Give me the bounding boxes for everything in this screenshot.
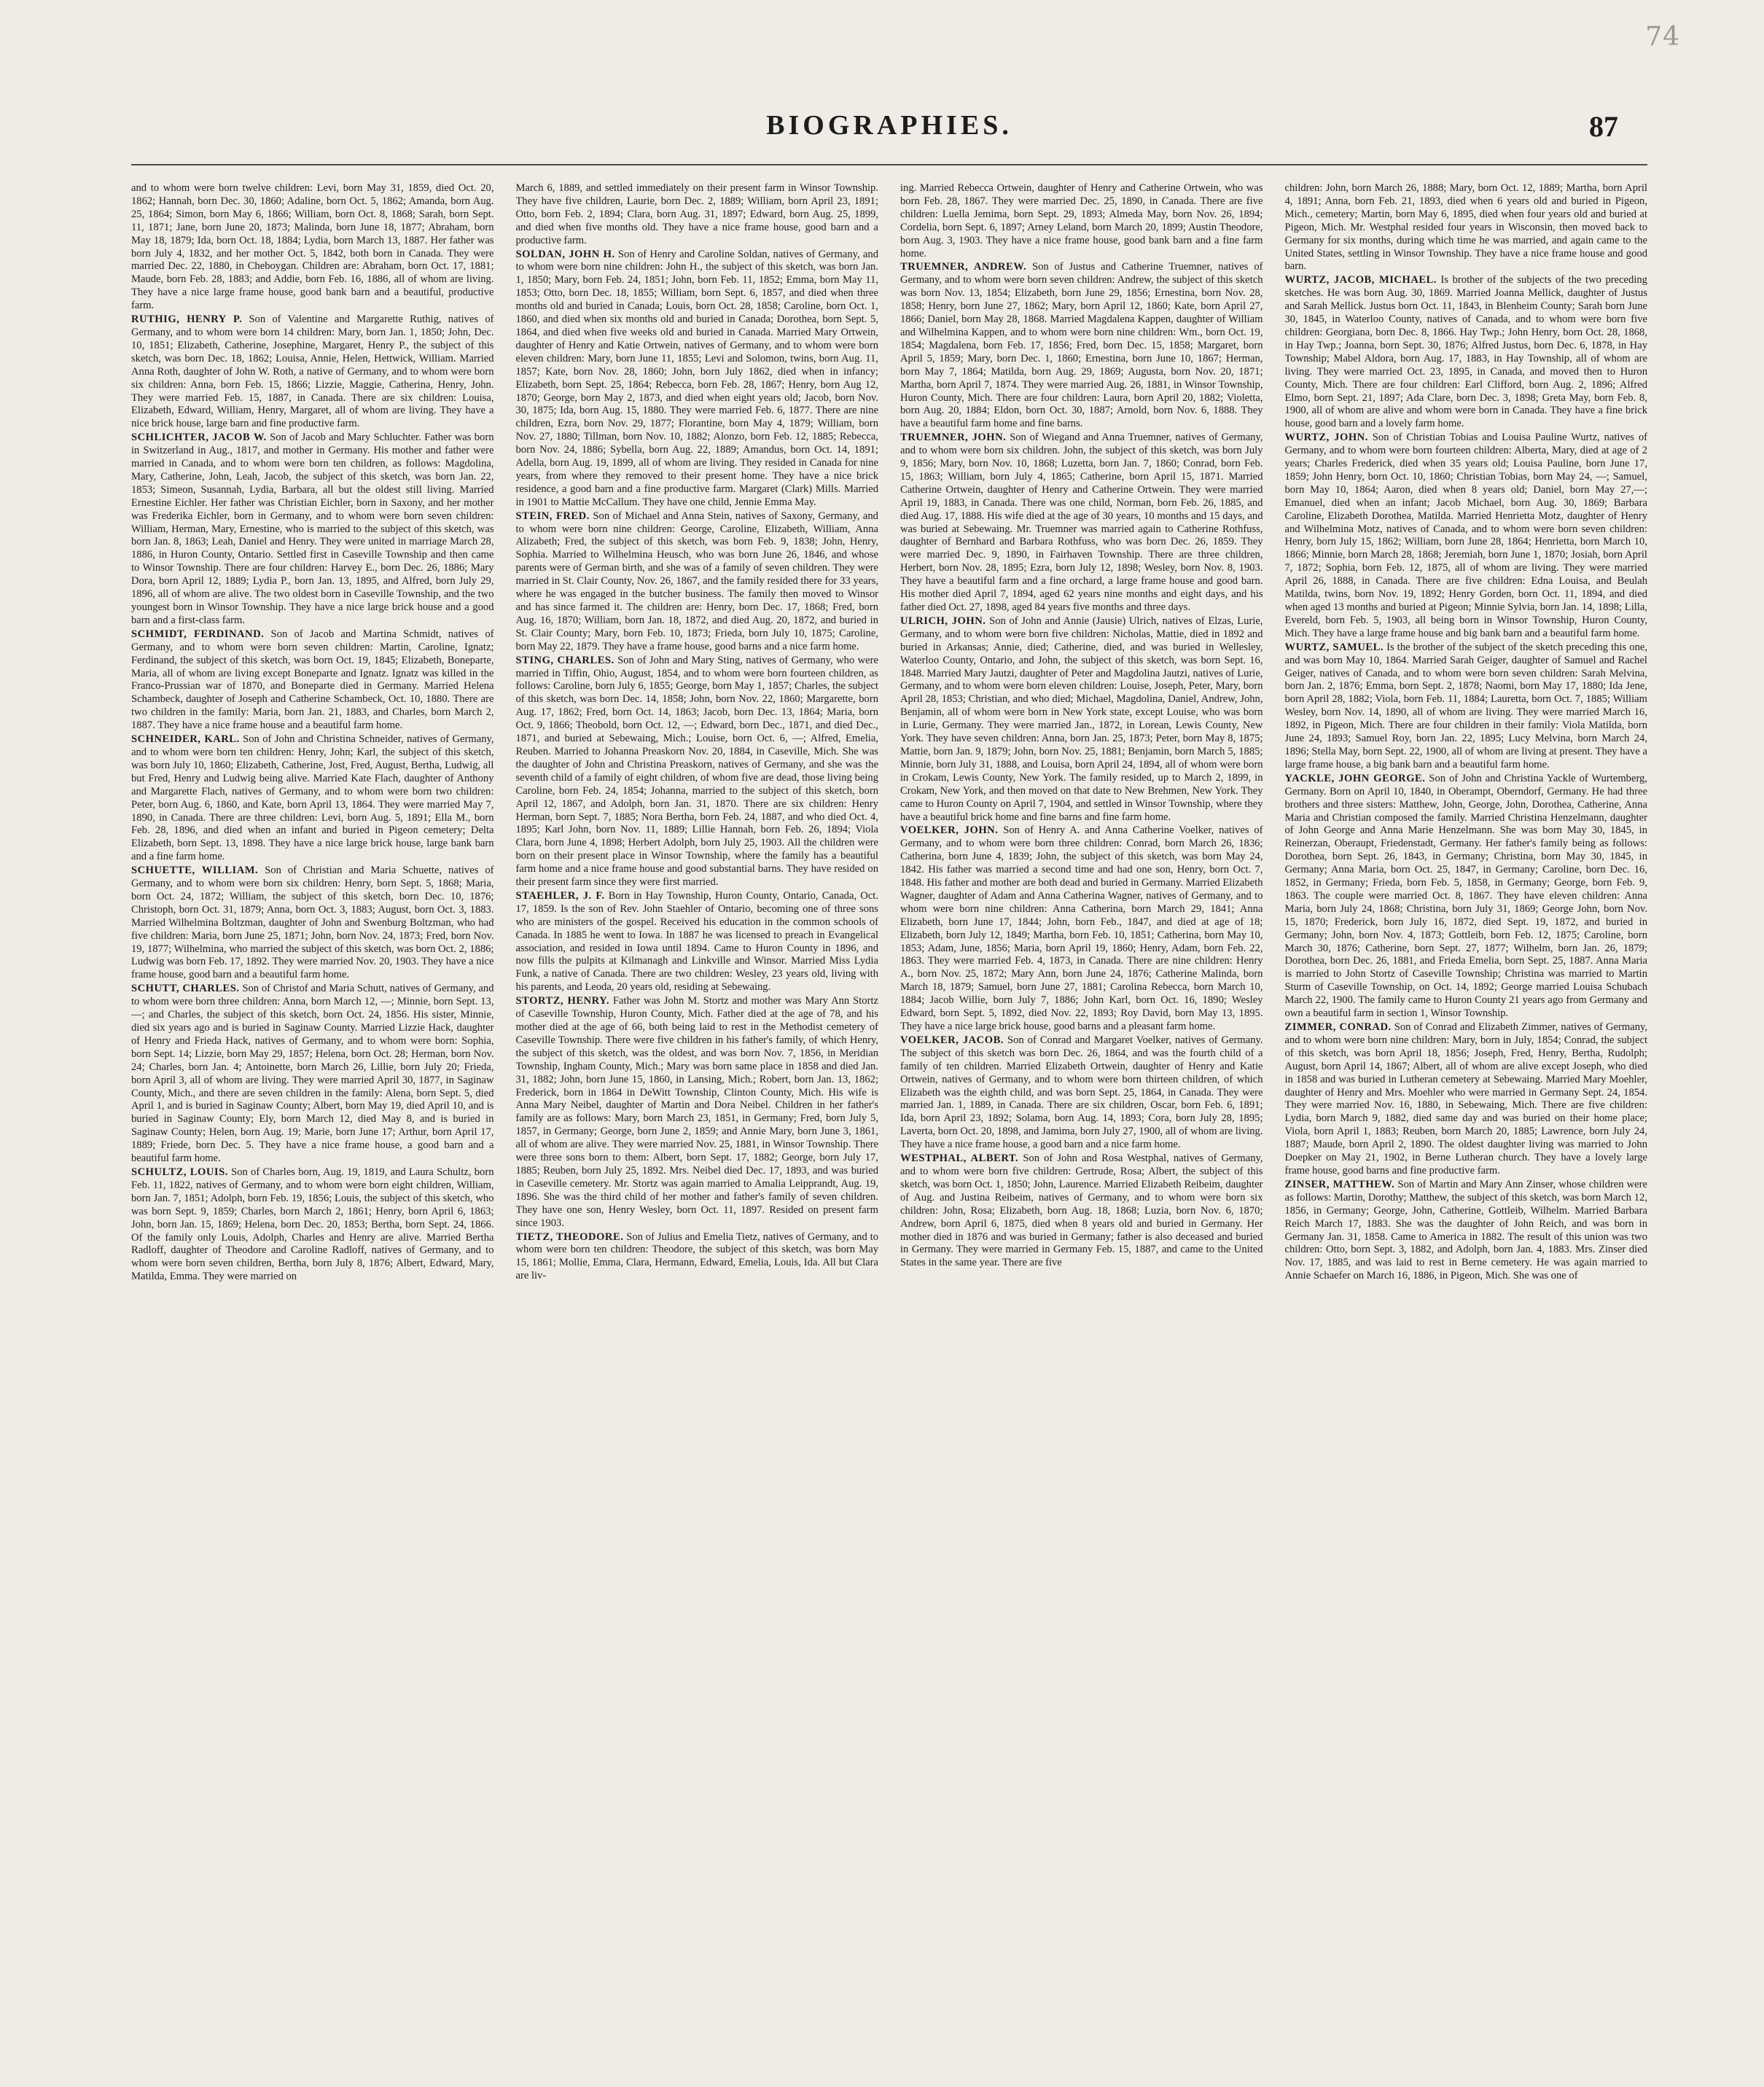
entry-name: WURTZ, JOHN. xyxy=(1284,432,1368,444)
entry-name: STORTZ, HENRY. xyxy=(515,995,609,1007)
entry-name: WURTZ, JACOB, MICHAEL. xyxy=(1284,274,1437,286)
entry-text: Son of Jacob and Martina Schmidt, natives of Germany, and to whom were born seven children: Martin, Caroline, Ignatz; Ferdinand, the subject of this sketch, was born Oct. 19, 1845; Elizabeth, Boneparte, Maria, all of whom are living except Boneparte and Ignatz. Ignatz was killed in the Franco-Prussian war of 1870, and Boneparte died in Germany. Married Helena Schambeck, daughter of Joseph and Catherine Schambeck, Oct. 10, 1880. There are two children in the family: Maria, born Jan. 21, 1883, and Charles, born March 2, 1887. They have a nice frame house and a beautiful farm home. xyxy=(131,628,494,732)
entry-name: WESTPHAL, ALBERT. xyxy=(900,1152,1019,1165)
entry-name: SCHLICHTER, JACOB W. xyxy=(131,432,267,444)
entry-text: Son of John and Annie (Jausie) Ulrich, natives of Elzas, Lurie, Germany, and to whom were born five children: Nicholas, Mattie, died in 1892 and buried in Arkansas; Annie, died; Catherine, died, and was buried in Wellesley, Waterloo County, Ontario, and John, the subject of this sketch, was born Sept. 16, 1848. Married Mary Jautzi, daughter of Peter and Magdolina Jautzi, natives of Lurie, Germany, and to whom were born eleven children: Louise, Joseph, Peter, Mary, born April 28, 1853; Christian, and who died; Michael, Magdolina, Daniel, Andrew, John, Benjamin, all of whom were born in New York state, except Louise, who was born in Lurie, Germany. They were married Jan., 1872, in Lorean, Lewis County, New York. They have seven children: Anna, born Jan. 25, 1873; Peter, born May 8, 1875; Mattie, born Jan. 9, 1879; John, born Nov. 25, 1881; Benjamin, born March 5, 1885; Minnie, born July 31, 1888, and Louisa, born April 24, 1894, all of whom were born in Crokam, Lewis County, New York. The family resided, up to March 2, 1899, in Crokam, New York, and then moved on that date to New Brehmen, New York. They came to Huron County on April 7, 1904, and settled in Winsor Township, where they have a beautiful brick home and fine barns and fine farm home. xyxy=(900,615,1263,823)
biography-entry xyxy=(131,1166,494,1284)
biography-entry xyxy=(900,615,1263,824)
biography-entry xyxy=(900,1034,1263,1152)
biography-entry xyxy=(900,824,1263,1034)
entry-name: STING, CHARLES. xyxy=(515,654,614,666)
entry-text: Son of Henry and Caroline Soldan, natives of Germany, and to whom were born nine children: John H., the subject of this sketch, was born Jan. 1, 1850; Mary, born Feb. 24, 1851; John, born Feb. 11, 1852; Emma, born May 11, 1853; Otto, born Dec. 18, 1855; William, born Sept. 6, 1857, and died when three months old and buried in Canada; Louis, born Oct. 28, 1858; Caroline, born Oct. 1, 1860, and died when six months old and buried in Canada; Dorothea, born Sept. 5, 1864, and died when five weeks old and buried in Canada. Married Mary Ortwein, daughter of Henry and Katie Ortwein, natives of Germany, and to whom were born eleven children: Mary, born June 11, 1855; Levi and Solomon, twins, born Aug. 11, 1857; Kate, born Nov. 28, 1860; John, born July 1862, died when in infancy; Elizabeth, born Sept. 25, 1864; Rebecca, born Feb. 28, 1867; Henry, born Aug 12, 1870; George, born May 2, 1873, and died when eight years old; Jacob, born Nov. 30, 1875; Ida, born Aug. 15, 1880. They were married Feb. 6, 1877. There are nine children, Ezra, born Nov. 29, 1877; Florantine, born May 4, 1879; William, born Nov. 27, 1880; Tillman, born Nov. 10, 1882; Alonzo, born Feb. 12, 1885; Rebecca, born Nov. 24, 1886; Sybella, born Aug. 22, 1889; Amandus, born Oct. 14, 1891; Adella, born Aug. 19, 1899, all of whom are living. They resided in Canada for nine years, from where they removed to their present home. They have a nice brick residence, a good barn and a fine productive farm. Margaret (Clark) Mills. Married in 1901 to Mattie McCallum. They have one child, Jennie Emma May. xyxy=(515,248,878,508)
biography-entry xyxy=(516,510,879,654)
entry-name: RUTHIG, HENRY P. xyxy=(131,313,243,326)
entry-name: SCHULTZ, LOUIS. xyxy=(131,1166,228,1178)
entry-text: Father was John M. Stortz and mother was Mary Ann Stortz of Caseville Township, Huron County, Mich. Father died at the age of 78, and his mother died at the age of 66, both being laid to rest in the Methodist cemetery of Caseville Township. There were five children in his father's family, of which Henry, the subject of this sketch, was the oldest, and was born Nov. 7, 1856, in Meridian Township, Ingham County, Mich.; Mary was born same place in 1858 and died Jan. 31, 1882; John, born June 15, 1860, in Lansing, Mich.; Robert, born Jan. 13, 1862; Frederick, born in 1864 in DeWitt Township, Clinton County, Mich. His wife is Anna Mary Neibel, daughter of Martin and Dora Neibel. Children in her father's family are as follows: Mary, born March 23, 1851, in Germany; Fred, born July 5, 1857, in Germany; George, born June 2, 1859; and Annie Mary, born June 3, 1861, all of whom are alive. They were married Nov. 25, 1881, in Winsor Township. There were three sons born to them: Albert, born Sept. 17, 1882; George, born July 17, 1885; Reuben, born July 25, 1892. Mrs. Neibel died Dec. 17, 1893, and was buried in Caseville cemetery. Mr. Stortz was again married to Amalia Leipprandt, Aug. 19, 1896. She was the third child of her mother and father's family of seven children. They have one son, Henry Wesley, born Oct. 11, 1897. Resided on present farm since 1903. xyxy=(515,995,878,1229)
biography-entry xyxy=(131,865,494,982)
biography-entry xyxy=(516,249,879,510)
entry-name: TIETZ, THEODORE. xyxy=(515,1230,624,1243)
biography-entry xyxy=(131,182,494,313)
entry-name: STAEHLER, J. F. xyxy=(515,889,605,902)
entry-text: Son of Conrad and Elizabeth Zimmer, natives of Germany, and to whom were born nine children: Mary, born in July, 1854; Conrad, the subject of this sketch, was born April 18, 1856; Joseph, Fred, Henry, Bertha, Rudolph; August, born April 14, 1867; Albert, all of whom are alive except Joseph, who died in 1858 and was buried in Lutheran cemetery at Sebewaing. Married Mary Moehler, daughter of Henry and Mrs. Moehler who were married in Germany Sept. 24, 1854. They were married Nov. 16, 1880, in Sebewaing, Mich. There are five children: Lydia, born March 9, 1882, died same day and was buried on their home place; Viola, born April 1, 1883; Reuben, born March 20, 1885; Lawrence, born July 24, 1887; Maude, born April 2, 1890. The oldest daughter living was married to John Doepker on May 21, 1902, in Berne Lutheran church. They have a lovely large frame house, good barns and fine productive farm. xyxy=(1284,1021,1647,1177)
biography-entry xyxy=(1285,182,1648,273)
entry-text: children: John, born March 26, 1888; Mary, born Oct. 12, 1889; Martha, born April 4, 1891; Anna, born Feb. 21, 1893, died when 6 years old and buried in Pigeon, Mich., cemetery; Martin, born May 6, 1895, died when four years old and buried at Pigeon, Mich. Mr. Westphal resided four years in Wisconsin, then moved back to Germany for six months, during which time he was married, and again came to the United States, settling in Winsor Township. They have a nice frame house and good barn. xyxy=(1284,182,1647,273)
biography-entry xyxy=(900,182,1263,260)
biography-entry xyxy=(1285,432,1648,641)
entry-text: Son of Martin and Mary Ann Zinser, whose children were as follows: Martin, Dorothy; Matthew, the subject of this sketch, was born March 12, 1856, in Germany; George, John, Catherine, Gottleib, Wilhelm. Married Barbara Reich March 17, 1883. She was the daughter of John Reich, and was born in Germany Jan. 31, 1858. Came to America in 1882. The result of this union was two children: Otto, born Sept. 3, 1882, and Adolph, born Jan. 4, 1883. Mrs. Zinser died Nov. 17, 1885, and was laid to rest in Berne cemetery. He was again married to Annie Schaefer on March 16, 1886, in Pigeon, Mich. She was one of xyxy=(1284,1178,1647,1282)
entry-text: Son of Julius and Emelia Tietz, natives of Germany, and to whom were born ten children: Theodore, the subject of this sketch, was born May 15, 1861; Mollie, Emma, Clara, Hermann, Edward, Emelia, Louis, Ida. All but Clara are liv- xyxy=(515,1230,878,1282)
biography-entry xyxy=(900,261,1263,431)
biography-entry xyxy=(131,983,494,1166)
header-rule xyxy=(131,164,1647,165)
entry-text: Son of Charles born, Aug. 19, 1819, and Laura Schultz, born Feb. 11, 1822, natives of Germany, and to whom were born eight children, William, born Jan. 7, 1851; Adolph, born Feb. 19, 1856; Louis, the subject of this sketch, who was born Sept. 9, 1859; Charles, born March 2, 1861; Henry, born April 6, 1863; John, born Jan. 15, 1869; Helena, born Dec. 20, 1853; Bertha, born Sept. 24, 1866. Of the family only Louis, Adolph, Charles and Henry are alive. Married Bertha Radloff, daughter of Theodore and Caroline Radloff, natives of Germany, and to whom were born seven children, Bertha, born July 8, 1876; Albert, Edward, Mary, Matilda, Emma. They were married on xyxy=(131,1166,494,1283)
entry-name: TRUEMNER, ANDREW. xyxy=(900,261,1027,273)
entry-text: Son of Christian Tobias and Louisa Pauline Wurtz, natives of Germany, and to whom were born fourteen children: Alberta, Mary, died at age of 2 years; Charles Frederick, died when 35 years old; Louisa Pauline, born June 17, 1859; John Henry, born Oct. 10, 1860; Christian Tobias, born May 24, —; Samuel, born May 10, 1864; Aaron, died when 8 years old; Daniel, born May 27,—; Emanuel, died when an infant; Jacob Michael, born Aug. 30, 1869; Barbara Caroline, Elizabeth Dorothea, Matilda. Married Henrietta Motz, daughter of Henry and Wilhelmina Motz, natives of Canada, and to whom were born seven children: Henry, born July 15, 1862; William, born June 28, 1864; Henrietta, born March 10, 1866; Minnie, born March 28, 1868; Jeremiah, born June 1, 1870; Josiah, born April 7, 1872; Sophia, born Feb. 12, 1875, all of whom are living. They were married April 26, 1888, in Canada. There are five children: Edna Louisa, and Beulah Matilda, twins, born Nov. 19, 1892; Henry Gorden, born Oct. 11, 1894, and died when aged 13 months and buried at Pigeon; Minnie Sylvia, born Jan. 14, 1898; Lilla, Evereld, born Feb. 5, 1903, all being born in Winsor Township, Huron County, Mich. They have a large frame house and big bank barn and a beautiful farm home. xyxy=(1284,432,1647,639)
entry-text: Son of Michael and Anna Stein, natives of Saxony, Germany, and to whom were born nine children: George, Caroline, Elizabeth, William, Anna Alizabeth; Fred, the subject of this sketch, was born Feb. 9, 1838; John, Henry, Sophia. Married to Wilhelmina Heusch, who was born June 26, 1846, and whose parents were of German birth, and she was of a family of seven children. They were married in St. Clair County, Nov. 26, 1867, and the family resided there for 33 years, where he was engaged in the butcher business. The family then moved to Winsor and has since farmed it. The children are: Henry, born Dec. 17, 1868; Fred, born Aug. 16, 1870; William, born Jan. 18, 1872, and died Aug. 20, 1872, and buried in St. Clair County; Mary, born Feb. 10, 1873; Frieda, born July 10, 1875; Caroline, born May 22, 1879. They have a frame house, good barns and a nice farm home. xyxy=(515,510,878,652)
biography-entry xyxy=(516,1231,879,1284)
entry-name: WURTZ, SAMUEL. xyxy=(1284,641,1384,653)
biography-entry xyxy=(516,995,879,1230)
biography-entry xyxy=(516,655,879,889)
column-4 xyxy=(1285,182,1648,2048)
biography-entry xyxy=(1285,1021,1648,1178)
entry-name: STEIN, FRED. xyxy=(515,510,590,522)
entry-name: ZINSER, MATTHEW. xyxy=(1284,1178,1395,1190)
biography-entry xyxy=(1285,641,1648,772)
entry-text: Born in Hay Township, Huron County, Ontario, Canada, Oct. 17, 1859. Is the son of Rev. John Staehler of Ontario, becoming one of three sons who are ministers of the gospel. Received his education in the common schools of Canada. In 1885 he went to Iowa. In 1887 he was licensed to preach in Evangelical association, and resided in Iowa until 1894. Came to Huron County in 1896, and now fills the pulpits at Kilmanagh and Linkville and Winsor. Married Miss Lydia Funk, a native of Canada. There are two children: Wesley, 23 years old, living with his parents, and Leoda, 20 years old, residing at Sebewaing. xyxy=(515,889,878,994)
entry-text: Son of Wiegand and Anna Truemner, natives of Germany, and to whom were born six children. John, the subject of this sketch, was born July 9, 1856; Mary, born Nov. 10, 1868; Luzetta, born Jan. 7, 1860; Conrad, born Feb. 15, 1863; William, born July 4, 1865; Catherine, born April 15, 1871. Married Catherine Ortwein, daughter of Henry and Catherine Ortwein. They were married April 19, 1883, in Canada. There was one child, Norman, born Feb. 26, 1885, and died Aug. 17, 1888. His wife died at the age of 30 years, 10 months and 15 days, and was buried at Sebewaing. Mr. Truemner was married again to Catherine Rothfuss, daughter of Bernhard and Barbara Rothfuss, who was born Dec. 26, 1859. They were married Dec. 9, 1890, in Fairhaven Township. There are three children, Herbert, born Nov. 28, 1895; Ezra, born July 12, 1898; Wesley, born Nov. 8, 1903. They have a beautiful farm and a fine orchard, a large frame house and good barn. His mother died April 7, 1894, aged 62 years nine months and eight days, and his father died Oct. 27, 1898, aged 84 years five months and three days. xyxy=(900,432,1263,613)
entry-name: SCHUETTE, WILLIAM. xyxy=(131,865,259,877)
entry-name: TRUEMNER, JOHN. xyxy=(900,432,1007,444)
biography-entry xyxy=(516,182,879,248)
entry-name: YACKLE, JOHN GEORGE. xyxy=(1284,772,1426,784)
entry-text: Son of John and Mary Sting, natives of Germany, who were married in Tiffin, Ohio, August, 1854, and to whom were born fourteen children, as follows: Caroline, born July 6, 1855; George, born May 1, 1857; Charles, the subject of this sketch, was born Dec. 14, 1858; John, born Nov. 22, 1860; Margarette, born Aug. 17, 1862; Fred, born Oct. 14, 1863; Jacob, born Dec. 13, 1864; Maria, born Oct. 9, 1866; Theobold, born Oct. 12, —; Edward, born Dec., 1871, and died Dec., 1871, and buried at Sebewaing, Mich.; Louise, born Oct. 6, —; Alfred, Emelia, Reuben. Married to Johanna Preaskorn Nov. 20, 1884, in Caseville, Mich. She was the daughter of John and Christina Preaskorn, natives of Germany, and she was the seventh child of a family of eight children, of whom five are dead, those living being Caroline, born Feb. 24, 1854; Johanna, married to the subject of this sketch, born April 12, 1867, and Adolph, born Jan. 31, 1870. There are six children: Henry Herman, born Sept. 7, 1885; Nora Bertha, born Feb. 24, 1887, and who died Oct. 4, 1895; Karl John, born Nov. 11, 1889; Lillie Hannah, born Feb. 26, 1894; Viola Clara, born June 4, 1898; Herbert Adolph, born July 25, 1903. All the children were born on their present place in Winsor Township, where the family has a beautiful farm home and a nice frame house and good substantial barns. They have resided on their present farm since they were first married. xyxy=(515,654,878,889)
biography-entry xyxy=(131,628,494,733)
handwritten-page-number: 74 xyxy=(1645,22,1680,52)
biography-entry xyxy=(1285,773,1648,1021)
entry-name: VOELKER, JOHN. xyxy=(900,824,999,837)
entry-text: Is brother of the subjects of the two preceding sketches. He was born Aug. 30, 1869. Married Joanna Mellick, daughter of Justus and Sarah Mellick. Justus born Oct. 11, 1843, in Blenheim County; Sarah born June 30, 1845, in Waterloo County, natives of Canada, and to whom were born five children: Georgiana, born Dec. 8, 1866. Hay Twp.; John Henry, born Oct. 28, 1868, in Hay Twp.; Joanna, born Sept. 30, 1876; Alfred Justus, born Dec. 6, 1878, in Hay Township; Mabel Aldora, born Aug. 17, 1883, in Hay Township, all of whom are living. They were married Oct. 23, 1895, in Canada, and moved then to Huron County, Mich. There are four children: Earl Clifford, born Aug. 2, 1896; Alfred Elmo, born Sept. 21, 1897; Ada Clare, born Dec. 3, 1898; Greta May, born Feb. 8, 1900, all of whom are alive and whom were born in Canada. They have a fine brick house, good barn and a lovely farm home. xyxy=(1284,274,1647,430)
entry-text: Son of Jacob and Mary Schluchter. Father was born in Switzerland in Aug., 1817, and mother in Germany. His mother and father were married in Canada, and to whom were born ten children, as follows: Magdolina, Mary, Catherine, John, Leah, Jacob, the subject of this sketch, was born Jan. 22, 1853; Simeon, Susannah, Lydia, Barbara, all but the oldest still living. Married Ernestine Eichler. Her father was Christian Eichler, born in Saxony, and her mother was Frederika Eichler, born in Germany, and to whom were born seven children: William, Herman, Mary, Ernestine, who is married to the subject of this sketch, was born Jan. 8, 1863; Leah, Daniel and Henry. They were united in marriage March 28, 1886, in Huron County, Ontario. Settled first in Caseville Township and then came to Winsor Township. There are four children: Harvey E., born Dec. 26, 1886; Mary Dora, born April 12, 1889; Lydia P., born Jan. 13, 1895, and Alfred, born July 29, 1896, all of whom are alive. The two oldest born in Caseville Township, and the two youngest born in Winsor Township. They have a nice large brick house and a good barn and a first-class farm. xyxy=(131,432,494,626)
biography-entry xyxy=(131,313,494,431)
biography-entry xyxy=(131,432,494,628)
entry-text: Son of Henry A. and Anna Catherine Voelker, natives of Germany, and to whom were born three children: Conrad, born March 26, 1836; Catherina, born June 4, 1839; John, the subject of this sketch, was born May 24, 1842. His father was married a second time and had one son, Henry, born Oct. 7, 1848. His father and mother are both dead and buried in Germany. Married Elizabeth Wagner, daughter of Adam and Anna Catherina Wagner, natives of Germany, and to whom were born nine children: Anna Catherina, born March 29, 1841; Anna Elizabeth, born June 17, 1844; John, born Feb., 1847, and died at age of 18; Elizabeth, born July 12, 1849; Martha, born Feb. 10, 1851; Catherina, born May 10, 1853; Adam, June, 1856; Maria, born April 19, 1860; Henry, Adam, born Feb. 22, 1863. They were married Feb. 4, 1873, in Canada. There are nine children: Henry A., born Nov. 25, 1872; Mary Ann, born June 24, 1876; Catherine Malinda, born March 18, 1879; Samuel, born June 27, 1881; Carolina Rebecca, born March 10, 1884; Jacob Willie, born July 7, 1886; John Karl, born Oct. 16, 1890; Wesley Edward, born Sept. 5, 1892, died Nov. 22, 1893; Roy David, born May 13, 1895. They have a nice large brick house, good barns and a pleasant farm home. xyxy=(900,824,1263,1032)
entry-text: Son of Christian and Maria Schuette, natives of Germany, and to whom were born six children: Henry, born Sept. 5, 1868; Maria, born Oct. 24, 1872; William, the subject of this sketch, born Dec. 10, 1876; Christoph, born Oct. 31, 1879; Anna, born Oct. 3, 1883; August, born Oct. 3, 1883. Married Wilhelmina Boltzman, daughter of John and Swenburg Boltzman, who had five children: Maria, born June 25, 1871; John, born Nov. 24, 1873; Fred, born Nov. 19, 1877; Wilhelmina, who married the subject of this sketch, was born Oct. 2, 1886; Ludwig was born Feb. 17, 1892. They were married Nov. 20, 1903. They have a nice frame house, good barn and a beautiful farm home. xyxy=(131,865,494,981)
text-columns xyxy=(131,182,1647,2048)
entry-name: SCHNEIDER, KARL. xyxy=(131,733,240,746)
entry-text: Son of John and Rosa Westphal, natives of Germany, and to whom were born five children: Gertrude, Rosa; Albert, the subject of this sketch, was born Oct. 1, 1850; John, Laurence. Married Elizabeth Reibeim, daughter of Aug. and Justina Reibeim, natives of Germany, and to whom were born six children: John, Rosa; Elizabeth, born Aug. 18, 1868; Luzia, born Nov. 6, 1870; Andrew, born April 6, 1875, died when 8 years old and buried in Germany. Her mother died in 1876 and was buried in Germany; father is also deceased and buried in Germany. They were married in Germany Feb. 15, 1887, and came to the United States in the same year. There are five xyxy=(900,1152,1263,1269)
biography-entry xyxy=(516,890,879,994)
column-3 xyxy=(900,182,1263,2048)
entry-name: ULRICH, JOHN. xyxy=(900,615,986,627)
entry-name: SOLDAN, JOHN H. xyxy=(515,248,615,260)
entry-text: Son of John and Christina Yackle of Wurtemberg, Germany. Born on April 10, 1840, in Oberampt, Oberndorf, Germany. He had three brothers and three sisters: Matthew, John, George, John, Dorothea, Catherine, Anna Maria and Christian composed the family. Married Christina Henzelmann, daughter of John George and Anna Marie Henzelmann. She was born May 30, 1845, in Reinerzan, Oberaupt, Friedenstadt, Germany. Her father's family being as follows: Dorothea, born Sept. 26, 1843, in Germany; Christina, born May 30, 1845, in Germany; Anna Maria, born Oct. 25, 1847, in Germany; Caroline, born Dec. 16, 1852, in Germany; Frieda, born Feb. 5, 1858, in Germany; George, born Feb. 9, 1863. The couple were married Oct. 8, 1867. They have eleven children: Anna Maria, born July 24, 1868; Christina, born July 31, 1869; George John, born Nov. 15, 1870; Frederick, born July 16, 1872, died Sept. 19, 1872, and buried in Germany; John, born Nov. 4, 1873; Gottleib, born Feb. 12, 1875; Caroline, born March 30, 1876; Catherine, born Sept. 27, 1877; Wilhelm, born Jan. 26, 1879; Dorothea, born Dec. 26, 1881, and Frieda Emelia, born Sept. 25, 1887. Anna Maria is married to John Stortz of Caseville Township; Christina was married to Martin Sturm of Caseville Township, on Oct. 14, 1892; George married Louisa Schubach March 22, 1900. The family came to Huron County 21 years ago from Germany and own a beautiful farm in section 1, Winsor Township. xyxy=(1284,772,1647,1020)
entry-text: Son of Conrad and Margaret Voelker, natives of Germany. The subject of this sketch was born Dec. 26, 1864, and was the fourth child of a family of ten children. Married Elizabeth Ortwein, daughter of Henry and Katie Ortwein, natives of Germany, and to whom were born thirteen children, of which Elizabeth was the eighth child, and was born Sept. 25, 1864, in Canada. They were married Jan. 1, 1889, in Canada. There are six children, Oscar, born Feb. 6, 1891; Ida, born April 23, 1892; Solama, born Aug. 14, 1893; Cora, born July 28, 1895; Laverta, born Oct. 20, 1898, and Jamima, born July 27, 1900, all of whom are living. They have a nice frame house, a good barn and a nice farm home. xyxy=(900,1034,1263,1151)
entry-name: ZIMMER, CONRAD. xyxy=(1284,1021,1392,1033)
entry-name: SCHMIDT, FERDINAND. xyxy=(131,628,265,640)
entry-text: Son of John and Christina Schneider, natives of Germany, and to whom were born ten children: Henry, John; Karl, the subject of this sketch, was born July 10, 1860; Elizabeth, Catherine, Jost, Fred, August, Bertha, Ludwig, all but Fred, Henry and Ludwig being alive. Married Kate Flach, daughter of Anthony and Margarette Flach, natives of Germany, and to whom were born two children: Peter, born Aug. 6, 1860, and Kate, born April 13, 1864. They were married May 7, 1890, in Canada. There are three children: Levi, born Aug. 5, 1891; Ella M., born Feb. 28, 1896, and died when an infant and buried in Pigeon cemetery; Delta Elizabeth, born Sept. 13, 1898. They have a nice large brick house, large bank barn and a fine farm home. xyxy=(131,733,494,863)
entry-text: March 6, 1889, and settled immediately on their present farm in Winsor Township. They have five children, Laurie, born Dec. 2, 1889; William, born April 23, 1891; Otto, born Feb. 2, 1894; Clara, born Aug. 31, 1897; Edward, born Aug. 25, 1899, and died when five months old. They have a nice frame house, good barn and a productive farm. xyxy=(515,182,878,246)
entry-text: Son of Justus and Catherine Truemner, natives of Germany, and to whom were born seven children: Andrew, the subject of this sketch was born Nov. 13, 1854; Elizabeth, born June 29, 1856; Ernestina, born Nov. 28, 1858; Henry, born June 27, 1862; Mary, born April 12, 1860; Kate, born April 27, 1866; Daniel, born May 28, 1868. Married Magdalena Kappen, daughter of William and Wilhelmina Kappen, and to whom were born nine children: Wm., born Oct. 19, 1854; Magdalena, born Feb. 17, 1856; Fred, born Dec. 15, 1858; Margaret, born April 5, 1859; Mary, born Dec. 1, 1860; Ernestina, born June 10, 1867; Herman, born May 7, 1864; Matilda, born Aug. 29, 1869; Augusta, born Nov. 20, 1871; Martha, born April 7, 1874. They were married Aug. 26, 1881, in Winsor Township, Huron County, Mich. There are four children: Laura, born April 20, 1882; Violetta, born Aug. 20, 1884; Eldon, born Oct. 30, 1887; Arnold, born Nov. 6, 1888. They have a beautiful farm home and fine barns. xyxy=(900,261,1263,430)
biography-entry xyxy=(1285,274,1648,431)
column-2 xyxy=(516,182,879,2048)
page-title: BIOGRAPHIES. xyxy=(766,110,1012,141)
entry-text: Son of Christof and Maria Schutt, natives of Germany, and to whom were born three children: Anna, born March 12, —; Minnie, born Sept. 13, —; and Charles, the subject of this sketch, born Oct. 24, 1856. His sister, Minnie, died six years ago and is buried in Saginaw County. Married Lizzie Hack, daughter of Henry and Frieda Hack, natives of Germany, and to whom were born: Sophia, born Sept. 14; Lizzie, born May 29, 1857; Helena, born Oct. 28; Herman, born Nov. 24; Charles, born Jan. 4; Antoinette, born March 26, Lillie, born July 20; Frieda, born April 3, all of whom are living. They were married April 30, 1877, in Saginaw County, Mich., and there are seven children in the family: Alena, born Sept. 5, died April 1, and is buried in Saginaw County; Albert, born May 19, died April 10, and is buried in Saginaw County; Ely, born March 12, died May 8, and is buried in Saginaw County; Helen, born Aug. 19; Marie, born June 17; Arthur, born April 17, 1889; Friede, born Dec. 5. They have a nice frame house, a good barn and a beautiful farm home. xyxy=(131,983,494,1165)
entry-name: SCHUTT, CHARLES. xyxy=(131,983,240,995)
biography-entry xyxy=(131,733,494,864)
page-number: 87 xyxy=(1589,110,1618,143)
biography-entry xyxy=(900,1152,1263,1270)
entry-text: and to whom were born twelve children: Levi, born May 31, 1859, died Oct. 20, 1862; Hannah, born Dec. 30, 1860; Adaline, born Oct. 5, 1862; Amanda, born Aug. 25, 1864; Simon, born May 6, 1866; William, born Oct. 8, 1868; Sarah, born Sept. 11, 1871; Jane, born June 20, 1873; Malinda, born June 18, 1877; Abraham, born May 18, 1879; Ida, born Oct. 18, 1884; Lydia, born March 13, 1887. Her father was born July 4, 1832, and her mother Oct. 5, 1842, both born in Canada. They were married Dec. 22, 1880, in Cheboygan. Children are: Abraham, born Oct. 17, 1881; Maude, born Feb. 28, 1883; and Addie, born Feb. 16, 1886, all of whom are living. They have a nice large frame house, good bank barn and a beautiful, productive farm. xyxy=(131,182,494,312)
column-1 xyxy=(131,182,494,2048)
biography-entry xyxy=(1285,1179,1648,1283)
entry-name: VOELKER, JACOB. xyxy=(900,1034,1004,1046)
biography-entry xyxy=(900,432,1263,615)
entry-text: Is the brother of the subject of the sketch preceding this one, and was born May 10, 1864. Married Sarah Geiger, daughter of Samuel and Rachel Geiger, natives of Canada, and to whom were born seven children: Sarah Melvina, born Jan. 2, 1876; Emma, born Sept. 2, 1878; Naomi, born May 17, 1880; Ida Jene, born April 28, 1882; Viola, born Feb. 11, 1884; Lauretta, born Oct. 7, 1885; William Wesley, born Nov. 14, 1890, all of whom are living. They were married March 16, 1892, in Pigeon, Mich. There are four children in their family: Viola Matilda, born June 24, 1893; Samuel Roy, born Jan. 22, 1895; Lucy Melvina, born March 24, 1896; Stella May, born Sept. 22, 1900, all of whom are living at present. They have a large frame house, a big bank barn and a beautiful farm home. xyxy=(1284,641,1647,771)
entry-text: Son of Valentine and Margarette Ruthig, natives of Germany, and to whom were born 14 children: Mary, born Jan. 1, 1850; John, Dec. 10, 1851; Elizabeth, Catherine, Josephine, Margaret, Henry P., the subject of this sketch, was born Dec. 18, 1862; Louisa, Annie, Helen, Hettwick, William. Married Anna Roth, daughter of John W. Roth, a native of Germany, and to whom were born six children: Anna, born Feb. 15, 1866; Lizzie, Maggie, Catherina, Henry, John. They were married Feb. 15, 1887, in Canada. There are six children: Louisa, Elizabeth, Edward, William, Henry, Margaret, all of whom are living. They have a nice brick house, large barn and fine productive farm. xyxy=(131,313,494,430)
page-header xyxy=(131,109,1647,153)
entry-text: ing. Married Rebecca Ortwein, daughter of Henry and Catherine Ortwein, who was born Feb. 28, 1867. They were married Dec. 25, 1890, in Canada. There are five children: Luella Jemima, born Sept. 29, 1893; Almeda May, born Nov. 26, 1894; Cordelia, born Sept. 6, 1897; Arney Leland, born March 20, 1899; Austin Theodore, born Aug. 3, 1903. They have a nice frame house, good bank barn and a fine farm home. xyxy=(900,182,1263,260)
